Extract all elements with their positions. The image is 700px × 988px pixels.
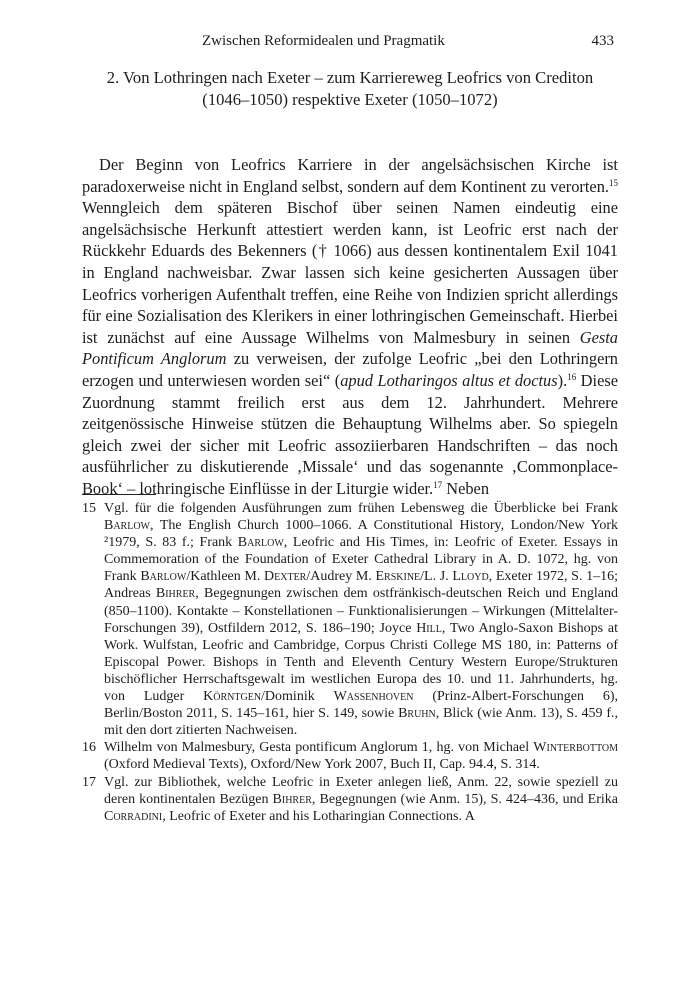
footnote-text-segment: /Kathleen M.	[186, 569, 265, 585]
footnote-16	[82, 739, 618, 773]
footnote-text-segment: /Audrey M.	[306, 569, 376, 585]
author-surname: Wassenhoven	[333, 689, 414, 705]
footnote-text-segment: , Two Anglo-Saxon Bishops at Work. Wulfstan, Leofric and Cambridge, Corpus Christi College MS 180, in: Patterns of Episcopal Power. Bishops in Tenth and Eleventh Century Western Europe/Strukturen bischöflicher Herrschaftsgewalt im westlichen Europa des 10. und 11. Jahrhunderts, hg. von Ludger	[104, 620, 618, 705]
footnote-17	[82, 774, 618, 825]
running-head	[82, 33, 618, 53]
footnote-text-segment: Vgl. für die folgenden Ausführungen zum frühen Lebensweg die Überblicke bei Frank	[104, 501, 618, 516]
body-text-segment: Der Beginn von Leofrics Karriere in der angelsächsischen Kirche ist paradoxerweise nicht in England selbst, sondern auf dem Kontinent zu verorten.	[82, 155, 618, 196]
body-text-segment: ).	[557, 370, 568, 390]
footnote-text-segment: , Leofric of Exeter and his Lotharingian Connections. A	[162, 808, 475, 824]
author-surname: Barlow	[140, 569, 187, 585]
footnote-ref-15[interactable]: 15	[609, 177, 618, 188]
footnote-text	[104, 501, 618, 738]
footnote-text-segment: /Dominik	[261, 689, 334, 705]
author-surname: Hill	[416, 620, 442, 636]
footnote-text	[104, 740, 618, 772]
footnote-text-segment: (Prinz-Albert-Forschungen 6), Berlin/Boston 2011, S. 145–161, hier S. 149, sowie	[104, 689, 618, 722]
footnote-text-segment: , Blick (wie Anm. 13), S. 459 f., mit den dort zitierten Nachweisen.	[104, 706, 618, 739]
section-heading-line-2: (1046–1050) respektive Exeter (1050–1072)	[202, 90, 498, 109]
author-surname: Barlow	[104, 518, 150, 534]
footnote-text-segment: , Begegnungen (wie Anm. 15), S. 424–436, und Erika	[311, 791, 618, 807]
body-text-segment: Neben	[442, 478, 490, 498]
footnote-ref-16[interactable]: 16	[567, 371, 577, 382]
author-surname: Bruhn	[398, 706, 436, 722]
italic-quote: apud Lotharingos altus et doctus	[340, 370, 558, 390]
footnote-number: 16	[82, 740, 96, 756]
author-surname: Corradini	[104, 808, 163, 824]
footnote-number: 17	[82, 774, 96, 790]
body-text-segment: Wenngleich dem späteren Bischof über seinen Namen eindeutig eine angelsächsische Herkunft attestiert werden kann, ist Leofric erst nach der Rückkehr Eduards des Bekenners († 1066) aus dessen kontinentalem Exil 1041 in England nachweisbar. Zwar lassen sich keine gesicherten Aussagen über Leofrics vorherigen Aufenthalt treffen, eine Reihe von Indizien spricht allerdings für eine Sozialisation des Klerikers in einer lothringischen Gemeinschaft. Hierbei ist zunächst auf eine Aussage Wilhelms von Malmesbury in seinen	[82, 198, 618, 347]
author-surname: Bihrer	[155, 586, 196, 602]
page-number: 433	[591, 33, 614, 49]
footnote-text-segment: /L. J.	[420, 569, 453, 585]
author-surname: Erskine	[375, 569, 421, 585]
author-surname: Dexter	[264, 569, 307, 585]
footnote-text-segment: , Leofric and His Times, in: Leofric of Exeter. Essays in Commemoration of the Foundation of Exeter Cathedral Library in A. D. 1072, hg. von Frank	[104, 535, 618, 585]
footnote-text-segment: , The English Church 1000–1066. A Constitutional History, London/New York ²1979, S. 83 f.; Frank	[104, 518, 618, 551]
footnote-text-segment: Wilhelm von Malmesbury, Gesta pontificum Anglorum 1, hg. von Michael	[104, 740, 534, 756]
italic-title: Gesta Pontificum Anglorum	[82, 327, 618, 369]
author-surname: Winterbottom	[533, 740, 618, 756]
author-surname: Körntgen	[203, 689, 262, 705]
author-surname: Lloyd	[452, 569, 489, 585]
body-text-segment: Diese Zuordnung stammt freilich erst aus dem 12. Jahrhundert. Mehrere zeitgenössische Hinweise stützen die Behauptung Wilhelms aber. So spiegeln gleich zwei der sicher mit Leofric assoziierbaren Handschriften – das noch ausführlicher zu diskutierende ‚Missale‘ und das sogenannte ‚Commonplace-Book‘ – lothringische Einflüsse in der Liturgie wider.	[82, 370, 618, 498]
footnote-text-segment: Vgl. zur Bibliothek, welche Leofric in Exeter anlegen ließ, Anm. 22, sowie speziell zu deren kontinentalen Bezügen	[104, 774, 618, 807]
running-head-title: Zwischen Reformidealen und Pragmatik	[202, 33, 445, 49]
footnote-ref-17[interactable]: 17	[433, 479, 443, 490]
footnote-separator	[82, 494, 156, 495]
section-heading	[82, 67, 618, 111]
author-surname: Barlow	[237, 535, 284, 551]
footnote-15	[82, 500, 618, 739]
footnote-text-segment: (Oxford Medieval Texts), Oxford/New York 2007, Buch II, Cap. 94.4, S. 314.	[104, 757, 540, 773]
body-paragraph	[82, 154, 618, 500]
footnote-number: 15	[82, 501, 96, 516]
body-text-segment: zu verweisen, der zufolge Leofric „bei den Lothringern erzogen und unterwiesen worden sei“ (	[82, 349, 618, 390]
author-surname: Bihrer	[272, 791, 312, 807]
footnote-text	[104, 775, 618, 824]
footnote-text-segment: , Begegnungen zwischen dem ostfränkisch-deutschen Reich und England (850–1100). Kontakte – Konstellationen – Funktionalisierungen – Wirkungen (Mittelalter-Forschungen 39), Ostfildern 2012, S. 186–190; Joyce	[104, 586, 618, 636]
section-heading-line-1: 2. Von Lothringen nach Exeter – zum Karriereweg Leofrics von Crediton	[106, 68, 594, 87]
footnote-text-segment: , Exeter 1972, S. 1–16; Andreas	[104, 569, 619, 602]
footnotes	[82, 500, 618, 825]
